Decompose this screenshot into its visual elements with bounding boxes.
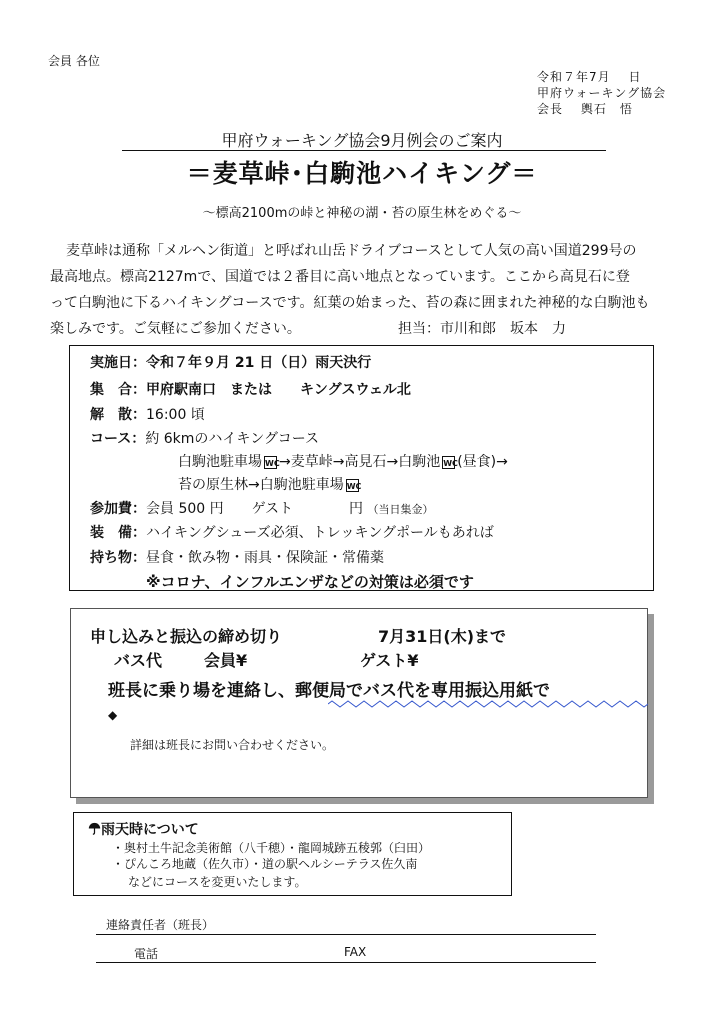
phone-label: 電話 [134, 947, 159, 961]
intro-line-3: って白駒池に下るハイキングコースです。紅葉の始まった、苔の森に囲まれた神秘的な白駒池も [50, 295, 650, 311]
bus-fee-guest: ゲスト¥ [360, 651, 419, 670]
route-lunch: (昼食)→ [457, 454, 508, 470]
intro-line-2: 最高地点。標高2127mで、国道では２番目に高い地点となっています。ここから高見石に登 [50, 269, 630, 285]
payment-instruction: 班長に乗り場を連絡し、郵便局でバス代を専用振込用紙で [108, 681, 550, 701]
meeting-point-row [90, 379, 411, 399]
route-middle: →麦草峠→高見石→白駒池 [279, 454, 441, 470]
contact-underline [96, 934, 596, 935]
bullet-diamond: ◆ [108, 708, 118, 722]
bus-fee-label: バス代 [114, 651, 163, 670]
equipment-label: 装 備： [90, 525, 146, 541]
meeting-point-value: 甲府駅南口 または キングスウェル北 [146, 382, 411, 398]
spellcheck-underline [328, 700, 648, 708]
deadline-label: 申し込みと振込の締め切り [90, 627, 283, 646]
fee-label: 参加費： [90, 501, 146, 517]
course-value: 約 6kmのハイキングコース [145, 431, 320, 447]
event-date-row [90, 352, 371, 372]
toilet-icon: WC [346, 479, 359, 492]
route-end: 苔の原生林→白駒池駐車場 [178, 477, 344, 493]
intro-line-4: 楽しみです。ご気軽にご参加ください。 [50, 321, 301, 337]
notice-title: 甲府ウォーキング協会9月例会のご案内 [221, 131, 503, 150]
inquiry-note: 詳細は班長にお問い合わせください。 [130, 738, 335, 752]
main-title: ＝麦草峠･白駒池ハイキング＝ [186, 159, 538, 188]
dismissal-row [90, 404, 205, 424]
course-row [90, 428, 319, 448]
health-notice: ※コロナ、インフルエンザなどの対策は必須です [146, 573, 474, 591]
route-line-1 [178, 451, 508, 471]
title-divider [122, 150, 606, 151]
president-name: 会長 輿石 悟 [537, 102, 633, 116]
route-line-2 [178, 474, 361, 494]
staff-contact: 担当：市川和郎 坂本 力 [398, 321, 566, 337]
belongings-label: 持ち物： [90, 550, 146, 566]
dismissal-label: 解 散： [90, 407, 146, 423]
umbrella-icon [88, 822, 101, 835]
organization-name: 甲府ウォーキング協会 [537, 86, 667, 100]
belongings-row [90, 547, 384, 567]
intro-line-1: 麦草峠は通称「メルヘン街道」と呼ばれ山岳ドライブコースとして人気の高い国道299号の [66, 243, 637, 259]
addressee: 会員 各位 [48, 54, 100, 68]
toilet-icon: WC [442, 456, 455, 469]
rain-alt-line-1: ・奥村土牛記念美術館（八千穂）・龍岡城跡五稜郭（臼田） [112, 841, 431, 855]
equipment-value: ハイキングシューズ必須、トレッキングポールもあれば [146, 525, 494, 541]
phone-underline [96, 962, 596, 963]
rain-title-text: 雨天時について [101, 822, 199, 838]
meeting-point-label: 集 合： [90, 382, 146, 398]
subtitle: ～標高2100mの峠と神秘の湖・苔の原生林をめぐる～ [202, 206, 522, 221]
event-date-label: 実施日： [90, 355, 146, 371]
fee-value: 会員 500 円 ゲスト 円 [146, 501, 364, 517]
contact-person-label: 連絡責任者（班長） [106, 918, 215, 932]
event-date-value: 令和７年９月 21 日（日）雨天決行 [146, 355, 372, 371]
course-label: コース： [90, 431, 146, 447]
fee-row [90, 498, 434, 518]
route-start: 白駒池駐車場 [178, 454, 262, 470]
rain-title [88, 819, 199, 839]
rain-alt-line-2: ・ぴんころ地蔵（佐久市）・道の駅ヘルシーテラス佐久南 [112, 857, 418, 871]
rain-alt-line-3: などにコースを変更いたします。 [128, 875, 307, 889]
fee-note: （当日集金） [367, 503, 434, 516]
dismissal-value: 16:00 頃 [146, 407, 205, 423]
toilet-icon: WC [264, 456, 277, 469]
deadline-date: 7月31日(木)まで [378, 627, 507, 646]
belongings-value: 昼食・飲み物・雨具・保険証・常備薬 [146, 550, 384, 566]
equipment-row [90, 522, 494, 542]
fax-label: FAX [344, 945, 367, 959]
bus-fee-member: 会員¥ [204, 651, 248, 670]
issue-date: 令和７年7月 日 [537, 70, 642, 84]
